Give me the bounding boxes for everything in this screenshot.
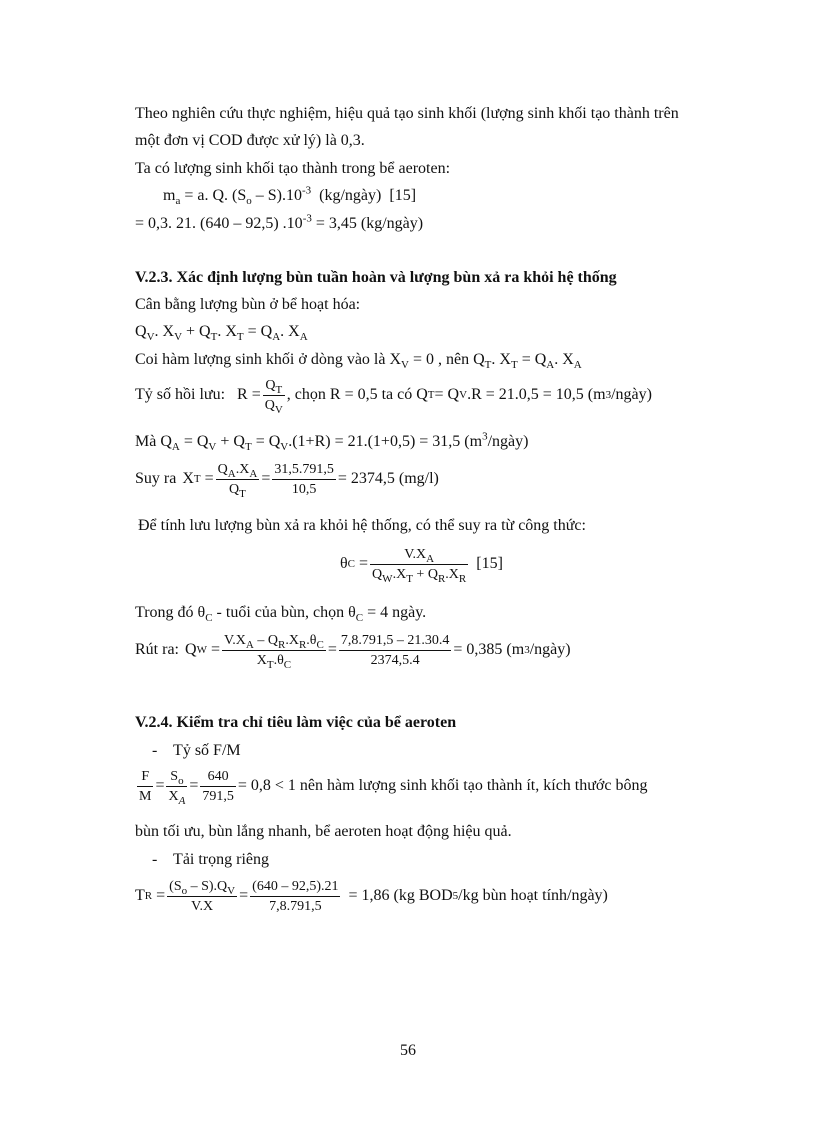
paragraph-line: Ta có lượng sinh khối tạo thành trong bể aeroten: (135, 160, 451, 177)
fraction: $\frac{Q_T}{Q_V}$ (264, 377, 283, 416)
section-heading: V.2.4. Kiểm tra chỉ tiêu làm việc của bể aeroten (135, 714, 457, 731)
fraction: $\frac{F}{M}$ (139, 768, 152, 804)
paragraph-line: Trong đó $\theta_C$ - tuổi của bùn, chọn $\theta_C = 4$ ngày. (135, 604, 427, 625)
equation-ma-value: = 0,3. 21. (640 – 92,5) $.10^{-3} = 3,45$ (kg/ngày) (135, 212, 424, 232)
equation-theta: θ C = $\frac{V.X_A}{Q_W.X_T + Q_R.X_R}$ [15] (340, 546, 503, 585)
fraction: $\frac{V.X_A}{Q_W.X_T + Q_R.X_R}$ (372, 546, 467, 585)
paragraph-line: một đơn vị COD được xử lý) là 0,3. (135, 132, 365, 149)
bullet-item: - Tỷ số F/M (152, 742, 241, 759)
paragraph-line: Cân bằng lượng bùn ở bể hoạt hóa: (135, 296, 361, 313)
equation-ma: $m_a = a$. Q. $(S_o - S).10^{-3}$ (kg/ngày) [15] (163, 184, 417, 208)
equation-qa: Mà $Q_A = Q_V + Q_T = Q_V.(1+R) = 21.(1+0,5) = 31,5$ $(m^3/ngày)$ (135, 430, 529, 454)
fraction: $\frac{V.X_A - Q_R.X_R.\theta_C}{X_T.\theta_C}$ (223, 632, 324, 671)
equation-fm: $\frac{F}{M}$ = $\frac{S_o}{X_A}$ = $\frac{640}{791,5}$ = 0,8 < 1 nên hàm lượng sinh khối tạo thành ít, kích thước bông (139, 768, 648, 807)
paragraph-line: Theo nghiên cứu thực nghiệm, hiệu quả tạo sinh khối (lượng sinh khối tạo thành trên (135, 105, 679, 122)
page-number: 56 (400, 1042, 416, 1059)
fraction: $\frac{7,8.791,5 - 21.30.4}{2374,5.4}$ (340, 632, 450, 668)
equation-balance: $Q_V$. $X_V + Q_T$. $X_T = Q_A$. $X_A$ (135, 323, 308, 344)
fraction: $\frac{31,5.791,5}{10,5}$ (274, 461, 334, 497)
fraction: $\frac{S_o}{X_A}$ (168, 768, 186, 807)
equation-qw: Rút ra: Q W = $\frac{V.X_A - Q_R.X_R.\theta_C}{X_T.\theta_C}$ = $\frac{7,8.791,5 - 21.30.4}{2374,5.4}$ = 0,385 (m 3 /ngày) (135, 632, 571, 671)
bullet-item: - Tải trọng riêng (152, 851, 270, 868)
section-heading: V.2.3. Xác định lượng bùn tuần hoàn và lượng bùn xả ra khỏi hệ thống (135, 269, 617, 286)
equation-tr: T R = $\frac{(S_o - S).Q_V}{V.X}$ = $\frac{(640 - 92,5).21}{7,8.791,5}$ = 1,86 (kg BOD 5 /kg bùn hoạt tính/ngày) (135, 878, 608, 914)
fraction: $\frac{(S_o - S).Q_V}{V.X}$ (169, 878, 236, 914)
equation-xt: Suy ra X T = $\frac{Q_A.X_A}{Q_T}$ = $\frac{31,5.791,5}{10,5}$ = 2374,5 (mg/l) (135, 461, 439, 500)
equation-ratio: Tỷ số hồi lưu: R = $\frac{Q_T}{Q_V}$ , chọn R = 0,5 ta có Q T = Q V .R = 21.0,5 = 10,5 (m 3 /ngày) (135, 377, 652, 416)
paragraph-line: Để tính lưu lượng bùn xả ra khỏi hệ thống, có thể suy ra từ công thức: (138, 517, 586, 534)
fraction: $\frac{(640 - 92,5).21}{7,8.791,5}$ (252, 878, 339, 914)
fraction: $\frac{Q_A.X_A}{Q_T}$ (217, 461, 258, 500)
paragraph-line: bùn tối ưu, bùn lắng nhanh, bể aeroten hoạt động hiệu quả. (135, 823, 512, 840)
fraction: $\frac{640}{791,5}$ (202, 768, 234, 804)
paragraph-line: Coi hàm lượng sinh khối ở dòng vào là $X_V = 0$ , nên $Q_T$. $X_T = Q_A$. $X_A$ (135, 351, 582, 372)
